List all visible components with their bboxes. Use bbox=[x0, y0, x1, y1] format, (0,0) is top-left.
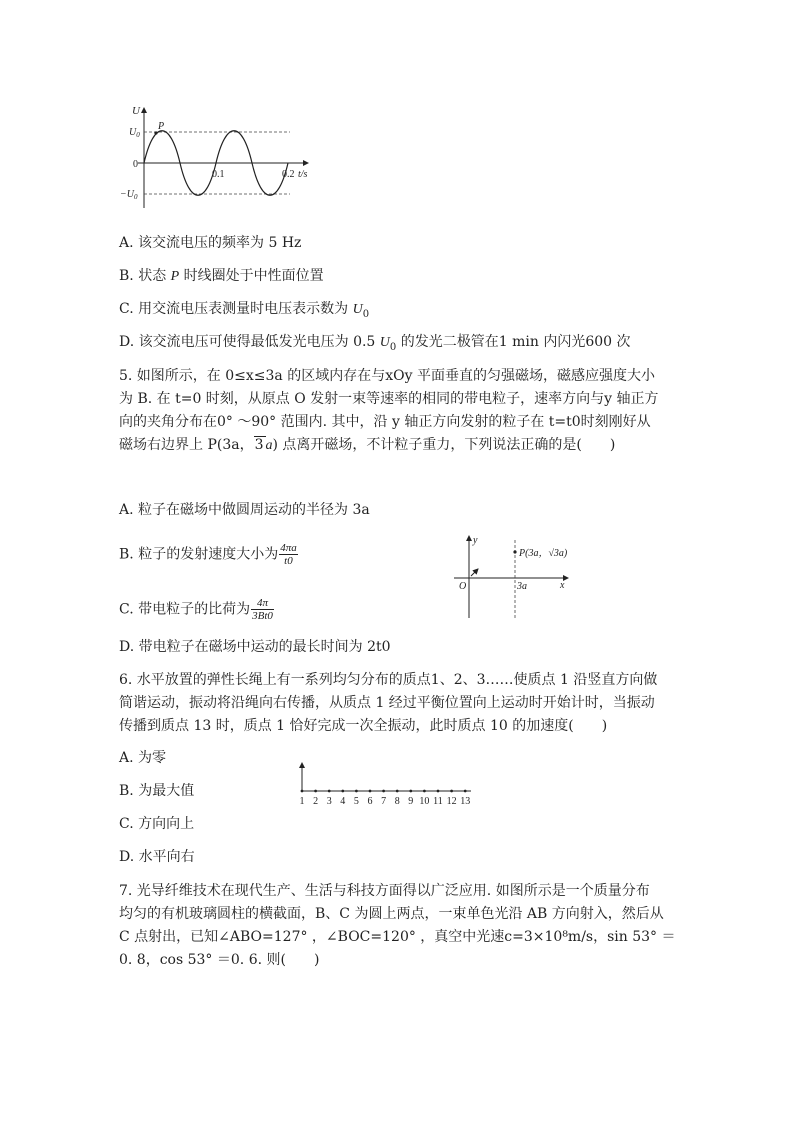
rope-particle-label-1: 1 bbox=[299, 796, 305, 807]
peak-label: P bbox=[158, 121, 165, 132]
u-axis-label: U bbox=[132, 105, 140, 117]
q7-stem-line-1: 7. 光导纤维技术在现代生产、生活与科技方面得以广泛应用. 如图所示是一个质量分布 bbox=[119, 883, 650, 899]
y-axis-label: y bbox=[473, 535, 478, 546]
rope-particle-label-2: 2 bbox=[313, 796, 319, 807]
origin-label: O bbox=[459, 581, 467, 592]
rope-particle-5 bbox=[355, 790, 358, 793]
field-region-graph bbox=[450, 532, 580, 622]
rope-particle-8 bbox=[396, 790, 399, 793]
rope-particle-4 bbox=[341, 790, 344, 793]
t-axis-label: t/s bbox=[298, 169, 308, 180]
q5-stem-line-1: 5. 如图所示，在 0≤x≤3a 的区域内存在与xOy 平面垂直的匀强磁场，磁感应强度大小 bbox=[119, 368, 655, 384]
u0-label: $U_0$ bbox=[129, 127, 140, 139]
q5-option-b: B. 粒子的发射速度大小为 $\frac{4\pi a}{t0}$ bbox=[119, 542, 297, 567]
q5-stem-line-3: 向的夹角分布在0° ～90° 范围内. 其中，沿 y 轴正方向发射的粒子在 t=t0时刻刚好从 bbox=[119, 414, 651, 430]
q4-option-c: C. 用交流电压表测量时电压表示数为 $U_0$ bbox=[119, 301, 370, 320]
rope-particle-7 bbox=[382, 790, 385, 793]
rope-particle-label-5: 5 bbox=[353, 796, 359, 807]
rope-diagram bbox=[296, 760, 486, 808]
q5-option-d: D. 带电粒子在磁场中运动的最长时间为 2t0 bbox=[119, 639, 391, 655]
voltage-graph bbox=[118, 100, 318, 212]
q6-option-d: D. 水平向右 bbox=[119, 849, 195, 865]
rope-particle-9 bbox=[409, 790, 412, 793]
tick-0-2: 0.2 bbox=[282, 169, 295, 180]
rope-particle-label-8: 8 bbox=[394, 796, 400, 807]
rope-particle-label-9: 9 bbox=[408, 796, 414, 807]
neg-u0-label: $-U_0$ bbox=[120, 189, 138, 201]
launch-arrow bbox=[471, 569, 478, 576]
rope-particle-label-12: 12 bbox=[446, 796, 457, 807]
q6-option-c: C. 方向向上 bbox=[119, 816, 195, 832]
tick-0-1: 0.1 bbox=[212, 169, 225, 180]
q5-stem-line-4: 磁场右边界上 P(3a，3 a) 点离开磁场，不计粒子重力，下列说法正确的是( ) bbox=[119, 437, 616, 453]
zero-label: 0 bbox=[133, 159, 138, 170]
q7-stem-line-4: 0. 8，cos 53° ＝0. 6. 则( ) bbox=[119, 952, 320, 968]
rope-particle-1 bbox=[301, 790, 304, 793]
q6-stem-line-3: 传播到质点 13 时，质点 1 恰好完成一次全振动，此时质点 10 的加速度( ) bbox=[119, 718, 608, 734]
rope-particle-2 bbox=[314, 790, 317, 793]
q6-option-b: B. 为最大值 bbox=[119, 783, 195, 799]
rope-particle-label-7: 7 bbox=[381, 796, 387, 807]
rope-particle-label-13: 13 bbox=[460, 796, 471, 807]
q6-stem-line-2: 简谐运动，振动将沿绳向右传播，从质点 1 经过平衡位置向上运动时开始计时，当振动 bbox=[119, 695, 655, 711]
q5-option-c: C. 带电粒子的比荷为 $\frac{4\pi}{3Bt0}$ bbox=[119, 597, 273, 622]
q6-stem-line-1: 6. 水平放置的弹性长绳上有一系列均匀分布的质点1、2、3……使质点 1 沿竖直方向做 bbox=[119, 672, 658, 688]
rope-particle-12 bbox=[450, 790, 453, 793]
q4-option-a: A. 该交流电压的频率为 5 Hz bbox=[119, 235, 302, 251]
point-p bbox=[513, 550, 516, 553]
q4-option-b: B. 状态 P 时线圈处于中性面位置 bbox=[119, 268, 324, 284]
q4-option-d: D. 该交流电压可使得最低发光电压为 0.5 $U_0$ 的发光二极管在1 min 内闪光600 次 bbox=[119, 334, 631, 353]
q5-stem-line-2: 为 B. 在 t=0 时刻，从原点 O 发射一束等速率的相同的带电粒子，速率方向与y 轴正方 bbox=[119, 391, 659, 407]
rope-particle-label-6: 6 bbox=[367, 796, 373, 807]
q7-stem-line-3: C 点射出，已知∠ABO=127° ，∠BOC=120° ，真空中光速c=3×10⁸m/s，sin 53° ＝ bbox=[119, 929, 676, 945]
q5-option-a: A. 粒子在磁场中做圆周运动的半径为 3a bbox=[119, 502, 370, 518]
x-axis-label: x bbox=[560, 580, 565, 591]
q6-option-a: A. 为零 bbox=[119, 750, 167, 766]
rope-particle-label-11: 11 bbox=[433, 796, 443, 807]
rope-particle-11 bbox=[437, 790, 440, 793]
tick-3a: 3a bbox=[517, 581, 527, 592]
rope-particle-label-3: 3 bbox=[326, 796, 332, 807]
rope-particle-13 bbox=[464, 790, 467, 793]
rope-particle-6 bbox=[369, 790, 372, 793]
rope-particle-3 bbox=[328, 790, 331, 793]
point-p-label: P(3a，√3a) bbox=[519, 548, 568, 559]
rope-particle-label-4: 4 bbox=[340, 796, 346, 807]
rope-particle-label-10: 10 bbox=[419, 796, 430, 807]
q7-stem-line-2: 均匀的有机玻璃圆柱的横截面，B、C 为圆上两点，一束单色光沿 AB 方向射入，然后从 bbox=[119, 906, 664, 922]
rope-particle-10 bbox=[423, 790, 426, 793]
